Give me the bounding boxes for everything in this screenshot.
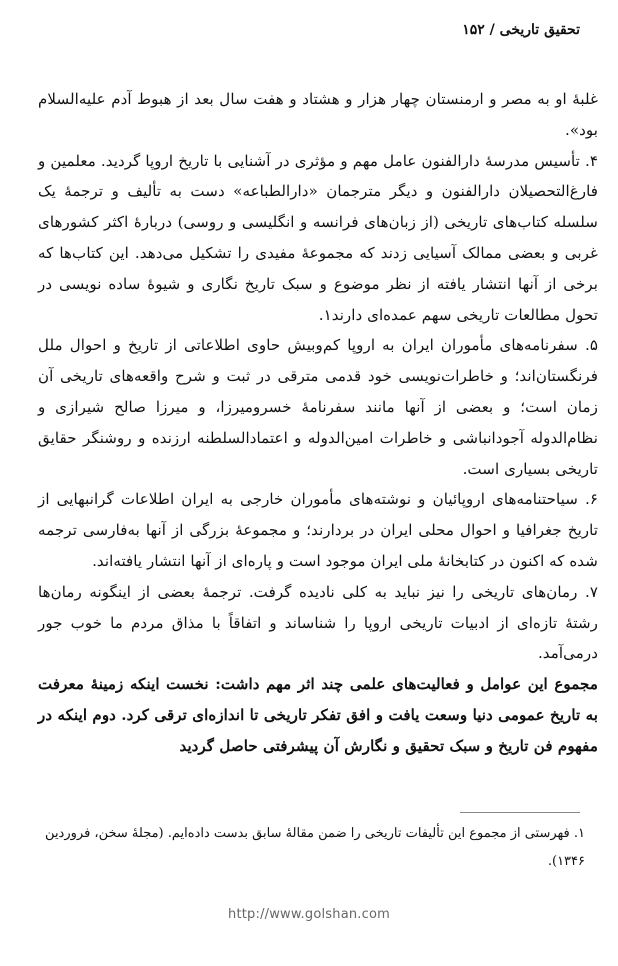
- footnote-text: ۱. فهرستی از مجموع این تألیفات تاریخی را ضمن مقالهٔ سابق بدست داده‌ایم. (مجلهٔ سخن، فروردین ۱۳۴۶).: [45, 826, 585, 869]
- footnote: [40, 820, 585, 876]
- paragraph-continuation: غلبهٔ او به مصر و ارمنستان چهار هزار و هشتاد و هفت سال بعد از هبوط آدم علیه‌السلام بود».: [38, 90, 598, 139]
- body-text: [38, 84, 598, 762]
- paragraph-item-7: ۷. رمان‌های تاریخی را نیز نباید به کلی نادیده گرفت. ترجمهٔ بعضی از اینگونه رمان‌ها رشتهٔ تازه‌ای از ادبیات تاریخی اروپا را شناساند و اتفاقاً با مذاق مردم ما خوب جور درمی‌آمد.: [38, 582, 598, 663]
- website-watermark: http://www.golshan.com: [228, 907, 390, 922]
- running-head: تحقیق تاریخی / ۱۵۲: [462, 22, 580, 38]
- footnote-divider: [460, 812, 580, 813]
- paragraph-conclusion: مجموع این عوامل و فعالیت‌های علمی چند اثر مهم داشت: نخست اینکه زمینهٔ معرفت به تاریخ عمومی دنیا وسعت یافت و افق تفکر تاریخی تا اندازه‌ای ترقی کرد. دوم اینکه در مفهوم فن تاریخ و سبک تحقیق و نگارش آن پیشرفتی حاصل گردید: [38, 675, 598, 755]
- paragraph-item-5: ۵. سفرنامه‌های مأموران ایران به اروپا کم‌وبیش حاوی اطلاعاتی از تاریخ و احوال ملل فرنگستان‌اند؛ و خاطرات‌نویسی خود قدمی مترقی در ثبت و شرح واقعه‌های تاریخی آن زمان است؛ و بعضی از آنها مانند سفرنامهٔ خسرومیرزا، و میرزا صالح شیرازی و نظام‌الدوله آجودانباشی و خاطرات امین‌الدوله و اعتمادالسلطنه ارزنده و روشنگر حقایق تاریخی بسیاری است.: [38, 336, 598, 478]
- paragraph-item-6: ۶. سیاحتنامه‌های اروپائیان و نوشته‌های مأموران خارجی به ایران اطلاعات گرانبهایی از تاریخ جغرافیا و احوال محلی ایران در بردارند؛ و مجموعهٔ بزرگی از آنها به‌فارسی ترجمه شده که اکنون در کتابخانهٔ ملی ایران موجود است و پاره‌ای از آنها انتشار یافته‌اند.: [38, 490, 598, 570]
- paragraph-item-4: ۴. تأسیس مدرسهٔ دارالفنون عامل مهم و مؤثری در آشنایی با تاریخ اروپا گردید. معلمین و فارغ‌التحصیلان دارالفنون و دیگر مترجمان «دارالطباعه» دست به تألیف و ترجمهٔ یک سلسله کتاب‌های تاریخی (از زبان‌های فرانسه و انگلیسی و روسی) دربارهٔ اکثر کشورهای غربی و بعضی ممالک آسیایی زدند که مجموعهٔ مفیدی را تشکیل می‌دهد. این کتاب‌ها که برخی از آنها انتشار یافته از نظر موضوع و سبک تاریخ نگاری و شیوهٔ ساده نویسی در تحول مطالعات تاریخی سهم عمده‌ای دارند۱.: [38, 151, 598, 324]
